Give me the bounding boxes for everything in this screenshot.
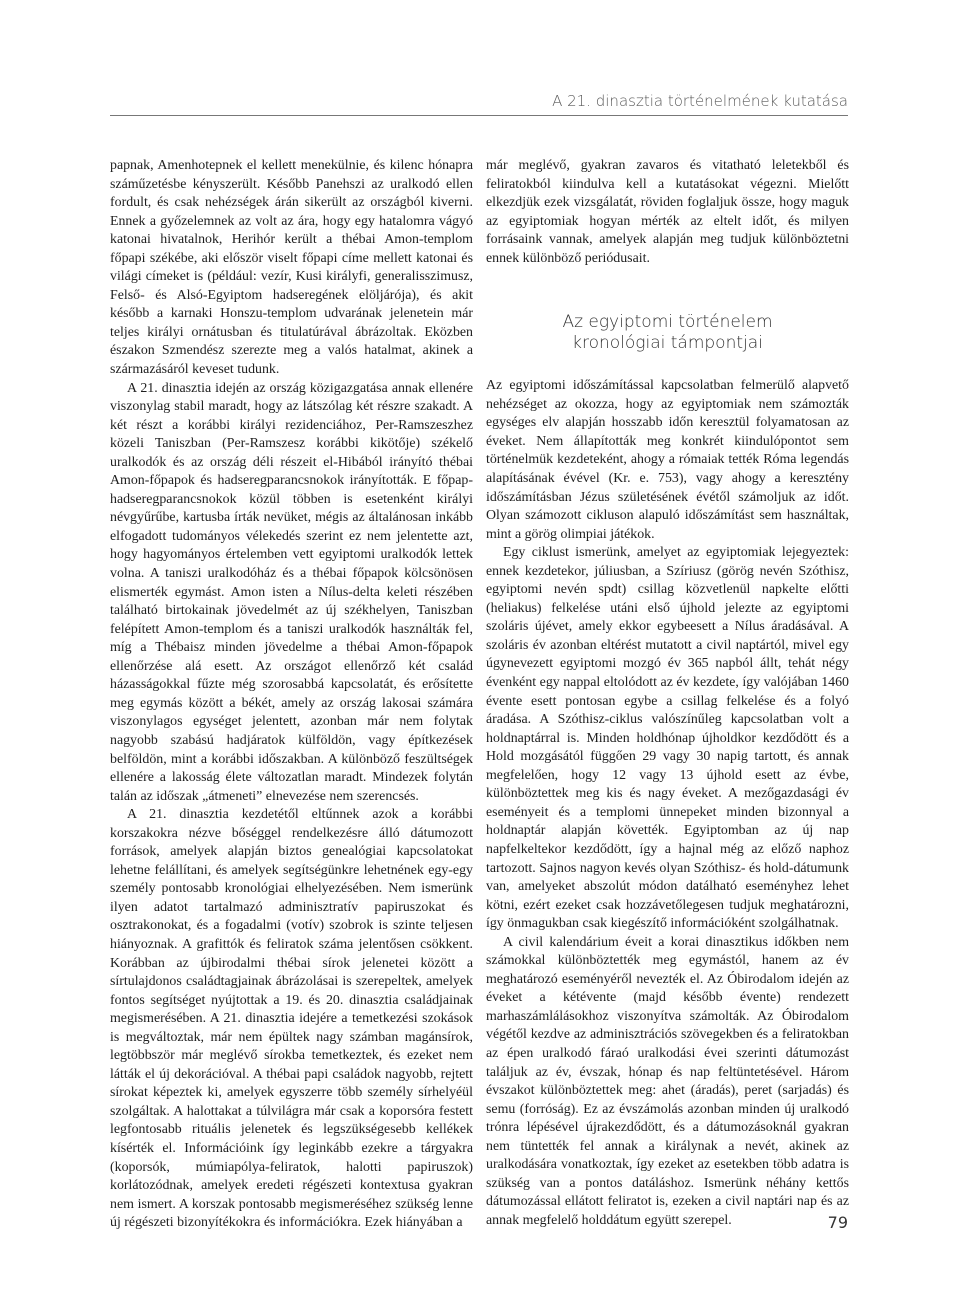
right-paragraph-3: A civil kalendárium éveit a korai dinasztikus időkben nem számokkal különböztették meg egymástól, hanem az év meghatározó eseményéről nevezték el. Az Óbirodalom idején az éveket a kétévente (majd később évente) rendezett marhaszámlálásokhoz viszonyítva számolták. Az Óbirodalom végétől kezdve az adminisztrációs szövegekben és a feliratokban az épen uralkodó fáraó uralkodási évei szerinti dátumozást találjuk az év, évszak, hónap és nap feltüntetésével. Három évszakot különböztettek meg: ahet (áradás), peret (sarjadás) és semu (forróság). Ez az évszámolás azonban minden új uralkodó trónra lépésével újrakezdődött, és a dátumozásoknál gyakran nem tüntették fel annak a királynak a nevét, akinek az uralkodására vonatkoztak, így ezeket az esetekben több adatra is szükség van a pontos datáláshoz. Ismerünk néhány kettős dátumozással ellátott feliratot is, ezeken a civil naptári nap és az annak megfelelő holddátum együtt szerepel. xyxy=(486,934,849,1228)
header-rule xyxy=(110,115,848,116)
section-heading xyxy=(486,312,849,354)
section-heading-line-2: kronológiai támpontjai xyxy=(572,333,763,354)
left-paragraph-3: A 21. dinasztia kezdetétől eltűnnek azok a korábbi korszakokra nézve bőséggel rendelkezésre álló dátumozott források, amelyek alapján biztos genealógiai kapcsolatokat lehetne felállítani, és amelyek segítségünkre lehetnének egy-egy személy pontosabb kronológiai elhelyezésében. Nem ismerünk ilyen adatot tartalmazó adminisztratív papiruszokat és osztrakonokat, és a fogadalmi (votív) szobrok is szinte teljesen hiányoznak. A grafittók és feliratok száma jelentősen csökkent. Korábban az újbirodalmi thébai sírok jelenetei között a sírtulajdonos családtagjainak ábrázolásai is szerepeltek, amelyek fontos segítséget nyújtottak a 19. és 20. dinasztia családjainak megismerésében. A 21. dinasztia idejére a temetkezési szokások is megváltoztak, már nem épültek nagy számban magánsírok, legtöbbször már meglévő sírokba temetkeztek, és ezeket nem látták el új dekorációval. A thébai papi családok nagyobb, rejtett sírokat képeztek ki, amelyek egyszerre több személy sírhelyéül szolgáltak. A halottakat a túlvilágra már csak a koporsóra festett legfontosabb rituális jelenetek és legszükségesebb kellékek kísérték el. Információink így leginkább ezekre a tárgyakra (koporsók, múmiapólya-feliratok, halotti papiruszok) korlátozódnak, amelyek eredeti régészeti kontextusa gyakran nem ismert. A korszak pontosabb megismeréséhez szükség lenne új régészeti bizonyítékokra és információkra. Ezek hiányában a xyxy=(110,807,473,1231)
right-paragraph-2: Egy ciklust ismerünk, amelyet az egyiptomiak lejegyeztek: ennek kezdetekor, júliusban, a Szíriusz (görög nevén Szóthisz, egyiptomi nevén spdt) csillag közvetlenül napkelte előtti (heliakus) felkelése utáni első újhold jelezte az egyiptomi szoláris újévet, amely ekkor egybeesett a Nílus áradásával. A szoláris év azonban eltérést mutatott a civil naptártól, mivel egy úgynevezett egyiptomi mozgó év 365 napból állt, tehát négy évenként egy nappal eltolódott az év kezdete, így valójában 1460 évente esett pontosan egybe a csillag felkelése és a folyó áradása. A Szóthisz-ciklus valószínűleg kapcsolatban volt a holdnaptárral is. Minden holdhónap újholdkor kezdődött és a Hold mozgásától függően 29 vagy 30 napig tartott, és annak megfelelően, hogy 12 vagy 13 újhold esett az évbe, különböztettek meg kis és nagy éveket. A mezőgazdasági év eseményeit és a templomi ünnepeket minden bizonnyal a holdnaptár alapján követték. Egyiptomban az új nap napfelkeltekor kezdődött, így a hajnal még az előző naphoz tartozott. Sajnos nagyon kevés olyan Szóthisz- és hold-dátumunk van, amelyeket abszolút módon datálható eseményhez lehet kötni, ezért ezeket csak hozzávetőlegesen tudjuk meghatározni, így önmagukban csak kiegészítő információként szolgálhatnak. xyxy=(486,545,849,932)
right-column xyxy=(486,157,849,1230)
left-paragraph-1: papnak, Amenhotepnek el kellett menekülnie, és kilenc hónapra száműzetésbe kényszerült. Később Panehszi az uralkodó ellen fordult, és csak nehézségek árán sikerült az országból kiverni. Ennek a győzelemnek az volt az ára, hogy egy hatalomra vágyó katonai hivatalnok, Herihór került a thébai Amon-templom főpapi székébe, aki először viselt főpapi címe mellett katonai és világi címeket is (például: vezír, Kusi királyfi, generalisszimusz, Felső- és Alsó-Egyiptom hadseregének elöljárója), és akit később a karnaki Honszu-templom udvarának jelenetein már teljes királyi ornátusban és titulatúrával ábrázoltak. Eközben északon Szmendész szerezte meg a valós hatalmat, akinek a származásáról keveset tudunk. xyxy=(110,158,473,378)
right-paragraph-1: Az egyiptomi időszámítással kapcsolatban felmerülő alapvető nehézséget az okozza, hogy az egyiptomiak nem számozták egységes elv alapján hosszabb időn keresztül folyamatosan az éveket. Nem állapították meg konkrét kiindulópontot sem történelmük kezdeteként, ahogy a rómaiak tették Róma legendás alapításának évével (Kr. e. 753), vagy ahogy a keresztény időszámításban Jézus születésének évétől számoljuk az időt. Olyan számozott cikluson alapuló időszámítást sem használtak, mint a görög olimpiai játékok. xyxy=(486,378,849,542)
page-number: 79 xyxy=(827,1213,848,1232)
left-paragraph-2: A 21. dinasztia idején az ország közigazgatása annak ellenére viszonylag stabil maradt, hogy az látszólag két részre szakadt. A két részt a korábbi királyi rezidenciához, Per-Ramszeszhez közeli Taniszban (Per-Ramszesz korábbi kikötője) székelő uralkodók és az ország déli részeit el-Hibából irányító thébai Amon-főpapok és hadseregparancsnokok irányították. E főpap-hadseregparancsnokok közül többen is esetenként királyi névgyűrűbe, kartusba írták nevüket, mégis az általánosan inkább elfogadott tudományos vélekedés szerint ez nem jelentette azt, hogy hagyományos értelemben vett egyiptomi uralkodók lettek volna. A taniszi uralkodóház és a thébai főpapok kölcsönösen elismerték egymást. Amon isten a Nílus-delta keleti részében található birtokainak jövedelmét az új székhelyen, Taniszban felépített Amon-templom és a taniszi uralkodók használták fel, míg a Thébaisz minden jövedelme a thébai Amon-főpapok ellenőrzése alá esett. Az országot ellenőrző két család házasságokkal fűzte még szorosabbá kapcsolatát, és erősítette meg egymás között a békét, amely az ország lakosai számára viszonylagos egységet jelentett, azonban már nem folytak nagyobb szabású hadjáratok külföldön, vagy építkezések belföldön, mint a korábbi időszakban. A különböző feszültségek ellenére a lakosság élete változatlan maradt. Mindezek folytán talán az időszak „átmeneti” elnevezése nem szerencsés. xyxy=(110,380,473,804)
right-intro-paragraph: már meglévő, gyakran zavaros és vitatható leletekből és feliratokból kiindulva kell a kutatásokat végezni. Mielőtt elkezdjük ezek vizsgálatát, röviden foglaljuk össze, hogy maguk az egyiptomiak hogyan mérték az eltelt időt, és milyen forrásaink vannak, amelyek alapján meg tudjuk különböztetni ennek különböző periódusait. xyxy=(486,158,849,266)
running-head: A 21. dinasztia történelmének kutatása xyxy=(552,92,848,110)
left-column xyxy=(110,157,473,1233)
section-heading-line-1: Az egyiptomi történelem xyxy=(562,312,773,333)
